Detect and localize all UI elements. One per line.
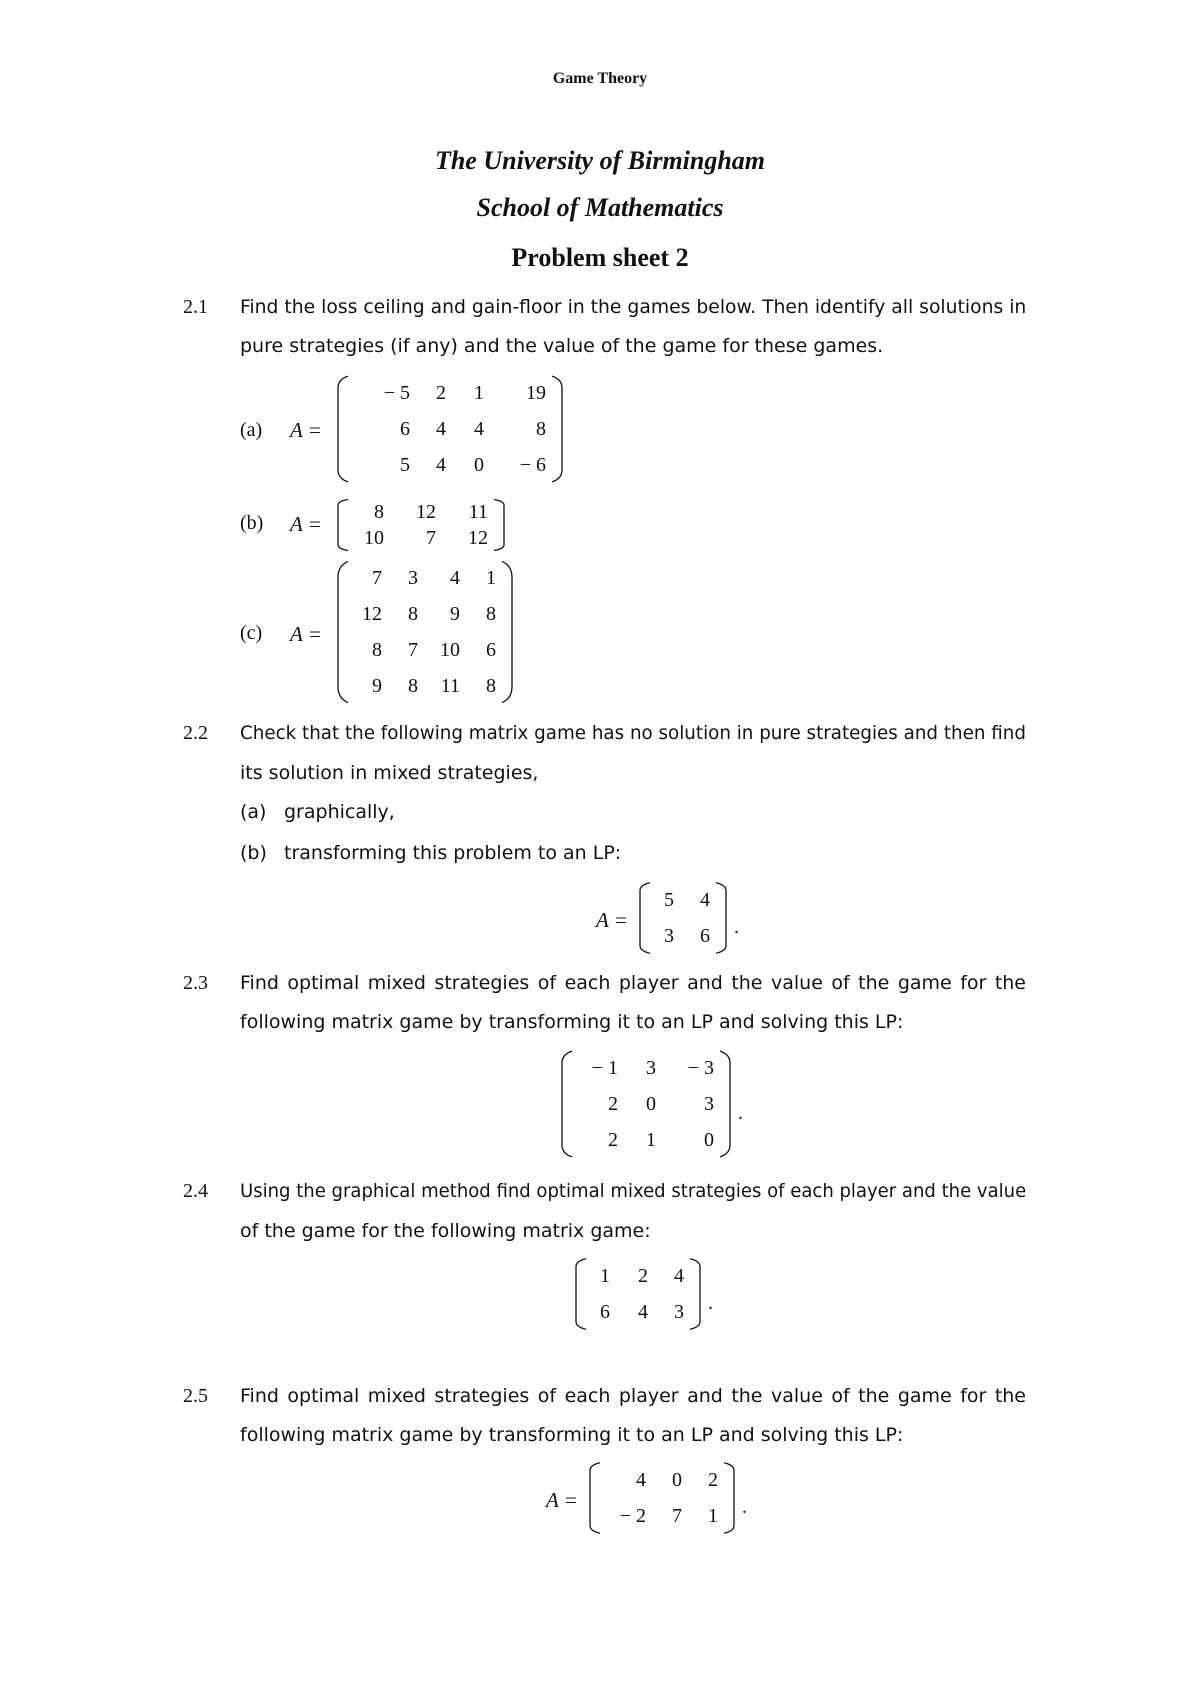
matrix-cell: 1 xyxy=(600,1265,610,1287)
matrix-cell: 3 xyxy=(646,1057,656,1079)
problem-number: 2.2 xyxy=(183,722,208,744)
subitem-label: (b) xyxy=(240,842,267,864)
right-paren-icon xyxy=(718,1050,732,1158)
right-paren-icon xyxy=(550,375,564,483)
matrix-cell: 2 xyxy=(638,1265,648,1287)
right-paren-icon xyxy=(500,560,514,704)
matrix-cell: 4 xyxy=(636,1469,646,1491)
period-mark: . xyxy=(738,1102,743,1124)
matrix-lhs: A = xyxy=(290,418,322,442)
matrix-cell: 1 xyxy=(474,382,484,404)
right-paren-icon xyxy=(714,882,728,954)
matrix-cell: 11 xyxy=(440,675,460,697)
problem-text-line: following matrix game by transforming it to an LP and solving this LP: xyxy=(240,1424,904,1446)
matrix-cell: 10 xyxy=(440,639,460,661)
matrix-cell: 4 xyxy=(436,418,446,440)
matrix-cell: 1 xyxy=(708,1505,718,1527)
matrix-cell: 5 xyxy=(400,454,410,476)
left-paren-icon xyxy=(336,499,350,551)
matrix-cell: 0 xyxy=(704,1129,714,1151)
matrix-cell: 4 xyxy=(638,1301,648,1323)
matrix-cell: 7 xyxy=(372,567,382,589)
matrix-2-2 xyxy=(638,882,739,959)
left-paren-icon xyxy=(638,882,652,954)
matrix-lhs: A = xyxy=(596,908,628,932)
matrix-cell: 4 xyxy=(700,889,710,911)
matrix-cell: 11 xyxy=(468,501,488,523)
matrix-cell: 4 xyxy=(450,567,460,589)
problem-number: 2.1 xyxy=(183,296,208,318)
matrix-cell: 2 xyxy=(436,382,446,404)
matrix-2-5 xyxy=(588,1462,747,1539)
matrix-lhs: A = xyxy=(290,622,322,646)
matrix-cell: 9 xyxy=(450,603,460,625)
matrix-cell: 1 xyxy=(486,567,496,589)
matrix-cell: 4 xyxy=(474,418,484,440)
problem-number: 2.4 xyxy=(183,1180,208,1202)
matrix-cell: 6 xyxy=(486,639,496,661)
period-mark: . xyxy=(742,1496,747,1518)
matrix-2-1a xyxy=(336,375,564,488)
university-title: The University of Birmingham xyxy=(434,146,766,175)
left-paren-icon xyxy=(336,560,350,704)
matrix-2-3 xyxy=(560,1050,743,1163)
matrix-cell: 0 xyxy=(474,454,484,476)
matrix-cell: 6 xyxy=(600,1301,610,1323)
problem-text-line: of the game for the following matrix game: xyxy=(240,1220,651,1242)
matrix-cell: 4 xyxy=(674,1265,684,1287)
matrix-cell: − 6 xyxy=(519,454,546,476)
part-label: (c) xyxy=(240,622,263,644)
matrix-cell: − 5 xyxy=(383,382,410,404)
matrix-cell: 2 xyxy=(708,1469,718,1491)
matrix-cell: 4 xyxy=(436,454,446,476)
matrix-cell: 2 xyxy=(608,1129,618,1151)
matrix-cell: 3 xyxy=(704,1093,714,1115)
matrix-cell: 3 xyxy=(408,567,418,589)
matrix-cell: − 2 xyxy=(619,1505,646,1527)
matrix-cell: 5 xyxy=(664,889,674,911)
problem-sheet-title: Problem sheet 2 xyxy=(511,243,689,272)
problem-text-line: pure strategies (if any) and the value of the game for these games. xyxy=(240,335,884,357)
left-paren-icon xyxy=(560,1050,574,1158)
matrix-cell: 7 xyxy=(408,639,418,661)
problem-text-line: Find the loss ceiling and gain-floor in the games below. Then identify all solutions in xyxy=(240,296,1027,318)
matrix-cell: 8 xyxy=(374,501,384,523)
period-mark: . xyxy=(734,916,739,938)
matrix-cell: 6 xyxy=(700,925,710,947)
period-mark: . xyxy=(708,1292,713,1314)
problem-text-line: following matrix game by transforming it to an LP and solving this LP: xyxy=(240,1011,904,1033)
right-paren-icon xyxy=(722,1462,736,1534)
matrix-cell: 6 xyxy=(400,418,410,440)
left-paren-icon xyxy=(574,1258,588,1330)
left-paren-icon xyxy=(336,375,350,483)
problem-text-line: Find optimal mixed strategies of each player and the value of the game for the xyxy=(240,1385,1026,1407)
matrix-lhs: A = xyxy=(290,512,322,536)
matrix-cell: 8 xyxy=(408,675,418,697)
right-paren-icon xyxy=(688,1258,702,1330)
matrix-cell: 8 xyxy=(536,418,546,440)
left-paren-icon xyxy=(588,1462,602,1534)
matrix-cell: 10 xyxy=(364,527,384,549)
matrix-cell: 7 xyxy=(672,1505,682,1527)
problem-text-line: Using the graphical method find optimal mixed strategies of each player and the value xyxy=(240,1180,1027,1202)
matrix-cell: 19 xyxy=(526,382,546,404)
matrix-cell: − 1 xyxy=(591,1057,618,1079)
matrix-cell: 0 xyxy=(672,1469,682,1491)
subitem-label: (a) xyxy=(240,801,267,823)
matrix-cell: 9 xyxy=(372,675,382,697)
matrix-2-4 xyxy=(574,1258,713,1335)
matrix-2-1c xyxy=(336,560,514,709)
matrix-cell: 2 xyxy=(608,1093,618,1115)
part-label: (a) xyxy=(240,419,263,441)
problem-number: 2.3 xyxy=(183,972,208,994)
matrix-cell: − 3 xyxy=(687,1057,714,1079)
subitem-text: transforming this problem to an LP: xyxy=(284,842,622,864)
matrix-cell: 1 xyxy=(646,1129,656,1151)
matrix-cell: 8 xyxy=(486,603,496,625)
matrix-cell: 8 xyxy=(486,675,496,697)
problem-number: 2.5 xyxy=(183,1385,208,1407)
matrix-cell: 0 xyxy=(646,1093,656,1115)
part-label: (b) xyxy=(240,512,264,534)
running-header: Game Theory xyxy=(552,70,648,87)
matrix-2-1b xyxy=(336,499,506,556)
matrix-cell: 12 xyxy=(416,501,436,523)
problem-text-line: Find optimal mixed strategies of each player and the value of the game for the xyxy=(240,972,1026,994)
problem-text-line: Check that the following matrix game has no solution in pure strategies and then find xyxy=(240,722,1026,744)
matrix-cell: 8 xyxy=(408,603,418,625)
school-title: School of Mathematics xyxy=(476,193,724,222)
problem-text-line: its solution in mixed strategies, xyxy=(240,762,539,784)
matrix-cell: 7 xyxy=(426,527,436,549)
matrix-cell: 12 xyxy=(468,527,488,549)
matrix-cell: 8 xyxy=(372,639,382,661)
matrix-cell: 3 xyxy=(674,1301,684,1323)
matrix-lhs: A = xyxy=(546,1488,578,1512)
subitem-text: graphically, xyxy=(284,801,395,823)
matrix-cell: 12 xyxy=(362,603,382,625)
matrix-cell: 3 xyxy=(664,925,674,947)
right-paren-icon xyxy=(492,499,506,551)
